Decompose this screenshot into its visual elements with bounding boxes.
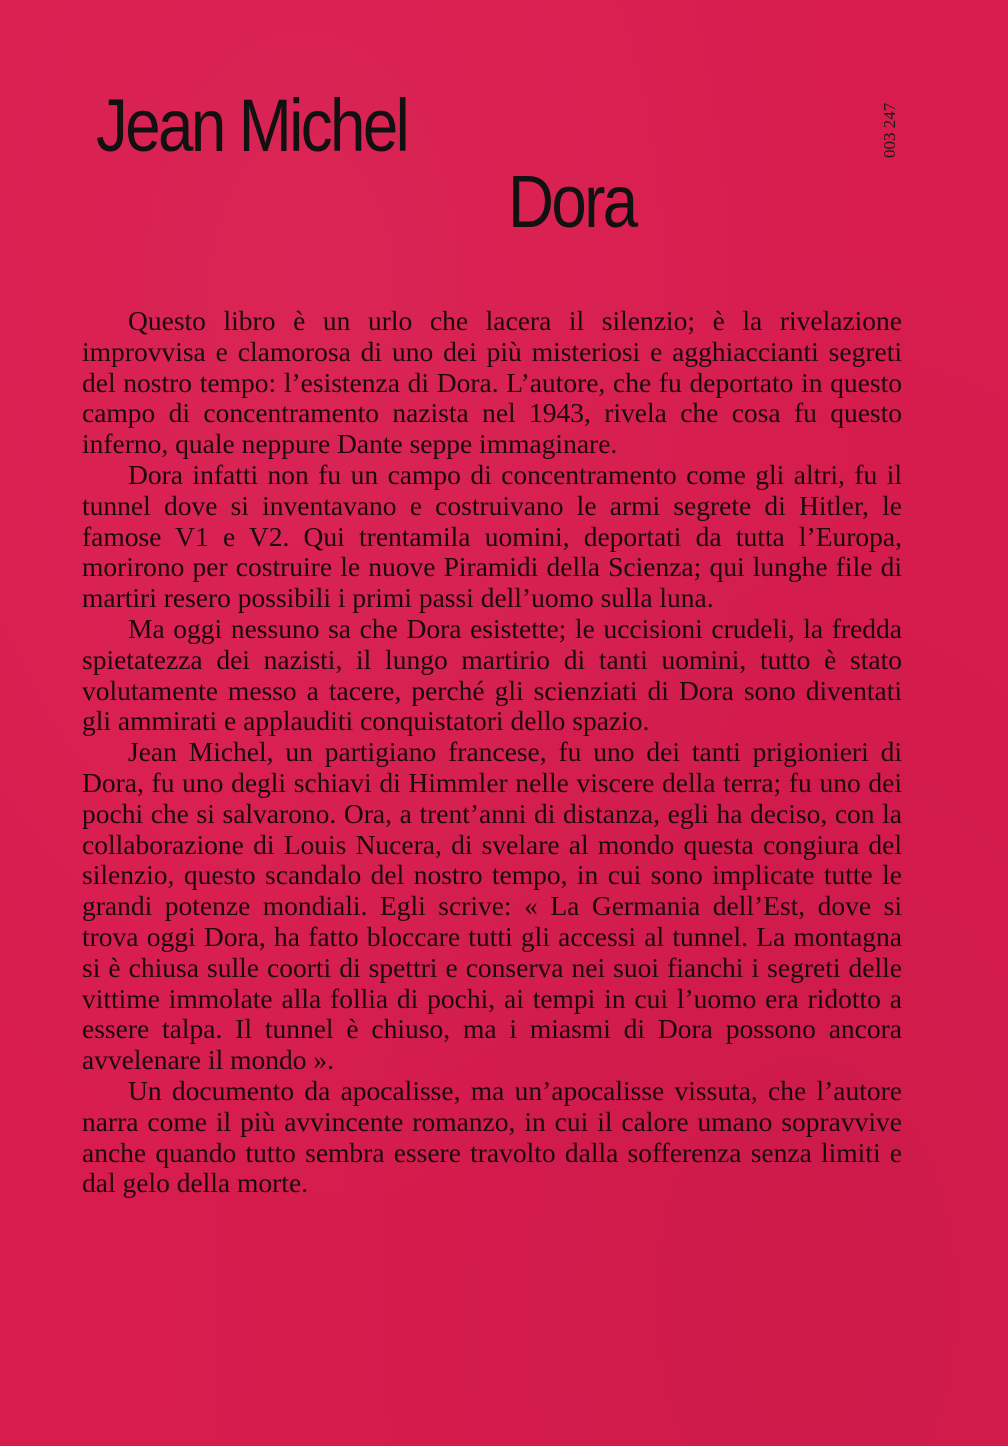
author-name: Jean Michel bbox=[96, 84, 408, 167]
book-title: Dora bbox=[508, 160, 636, 243]
blurb-paragraph: Dora infatti non fu un campo di concentramento come gli altri, fu il tunnel dove si inventavano e costruivano le armi segrete di Hitler, le famose V1 e V2. Qui trentamila uomini, deportati da tutta l’Europa, morirono per costruire le nuove Piramidi della Scienza; qui lunghe file di martiri resero possibili i primi passi dell’uomo sulla luna. bbox=[82, 458, 902, 614]
blurb-paragraph: Ma oggi nessuno sa che Dora esistette; le uccisioni crudeli, la fredda spietatezza dei nazisti, il lungo martirio di tanti uomini, tutto è stato volutamente messo a tacere, perché gli scienziati di Dora sono diventati gli ammirati e applauditi conquistatori dello spazio. bbox=[82, 612, 902, 737]
catalog-code: 003 247 bbox=[880, 102, 899, 158]
blurb-paragraph: Jean Michel, un partigiano francese, fu uno dei tanti prigionieri di Dora, fu uno degli schiavi di Himmler nelle viscere della terra; fu uno dei pochi che si salvarono. Ora, a trent’anni di distanza, egli ha deciso, con la collaborazione di Louis Nucera, di svelare al mondo questa congiura del silenzio, questo scandalo del nostro tempo, in cui sono implicate tutte le grandi potenze mondiali. Egli scrive: « La Germania dell’Est, dove si trova oggi Dora, ha fatto bloccare tutti gli accessi al tunnel. La montagna si è chiusa sulle coorti di spettri e conserva nei suoi fianchi i segreti delle vittime immolate alla follia di pochi, ai tempi in cui l’uomo era ridotto a essere talpa. Il tunnel è chiuso, ma i miasmi di Dora possono ancora avvelenare il mondo ». bbox=[82, 736, 902, 1076]
blurb-text bbox=[82, 306, 902, 1199]
blurb-paragraph: Un documento da apocalisse, ma un’apocalisse vissuta, che l’autore narra come il più avvincente romanzo, in cui il calore umano sopravvive anche quando tutto sembra essere travolto dalla sofferenza senza limiti e dal gelo della morte. bbox=[82, 1074, 902, 1199]
blurb-paragraph: Questo libro è un urlo che lacera il silenzio; è la rivelazione improvvisa e clamorosa di uno dei più misteriosi e agghiaccianti segreti del nostro tempo: l’esistenza di Dora. L’autore, che fu deportato in questo campo di concentramento nazista nel 1943, rivela che cosa fu questo inferno, quale neppure Dante seppe immaginare. bbox=[82, 305, 902, 460]
